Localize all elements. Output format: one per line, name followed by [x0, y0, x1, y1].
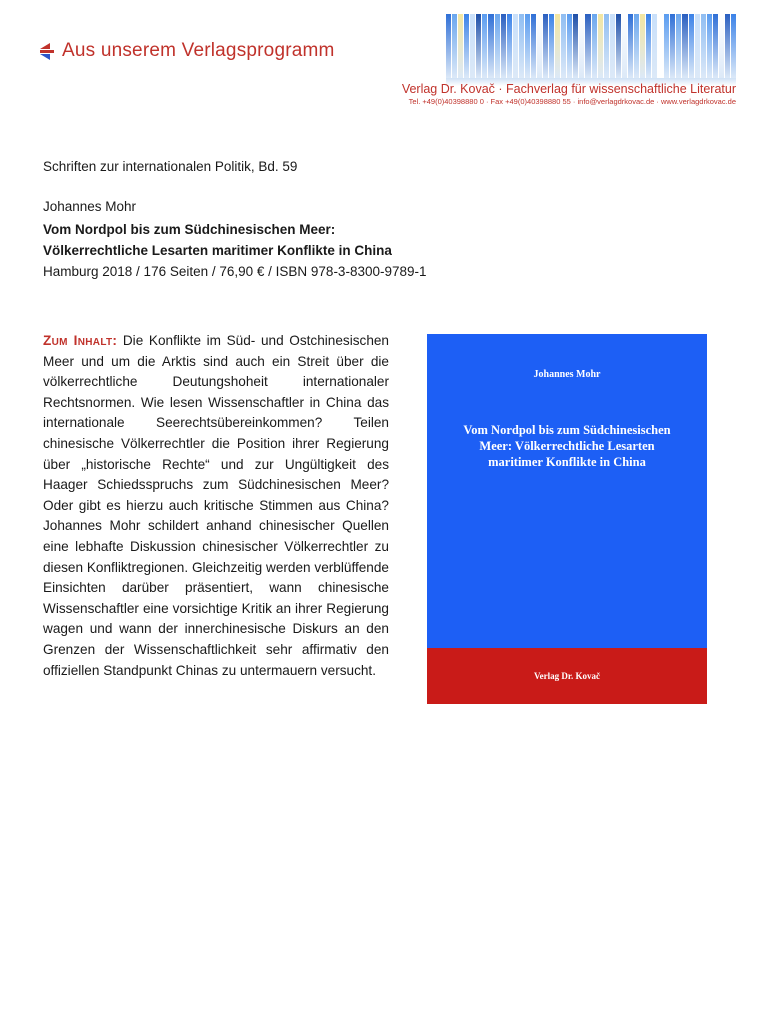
- book-spine: [731, 14, 736, 78]
- cover-publisher: Verlag Dr. Kovač: [533, 671, 601, 681]
- book-spine: [695, 14, 700, 78]
- book-spine: [446, 14, 451, 78]
- book-spine: [592, 14, 597, 78]
- program-heading: Aus unserem Verlagsprogramm: [62, 40, 335, 61]
- book-spine: [537, 14, 542, 78]
- cover-top-panel: [427, 334, 707, 648]
- book-title-line-1: Vom Nordpol bis zum Südchinesischen Meer:: [43, 222, 336, 237]
- book-spine: [658, 14, 663, 78]
- description-paragraph: [43, 331, 389, 681]
- book-spine: [501, 14, 506, 78]
- contact-line: Tel. +49(0)40398880 0 · Fax +49(0)40398880 55 · info@verlagdrkovac.de · www.verlagdrkovac.de: [408, 97, 736, 106]
- book-spine: [482, 14, 487, 78]
- book-title-line-2: Völkerrechtliche Lesarten maritimer Konflikte in China: [43, 243, 392, 258]
- publisher-block: [402, 82, 736, 106]
- cover-bottom-panel: [427, 648, 707, 704]
- book-spine: [549, 14, 554, 78]
- book-spine: [507, 14, 512, 78]
- book-spine: [452, 14, 457, 78]
- book-spine: [579, 14, 584, 78]
- book-spine: [604, 14, 609, 78]
- book-spine: [555, 14, 560, 78]
- description-lead: Zum Inhalt:: [43, 333, 118, 348]
- book-metadata: [43, 156, 733, 282]
- book-spine: [573, 14, 578, 78]
- book-spine: [561, 14, 566, 78]
- book-spine: [646, 14, 651, 78]
- book-spine: [652, 14, 657, 78]
- book-spine: [670, 14, 675, 78]
- cover-author: Johannes Mohr: [533, 369, 601, 380]
- book-spine: [525, 14, 530, 78]
- book-spine: [676, 14, 681, 78]
- book-spine: [585, 14, 590, 78]
- book-spine: [495, 14, 500, 78]
- book-cover: [427, 334, 707, 704]
- bookshelf-spines-image: [446, 14, 736, 78]
- book-spine: [470, 14, 475, 78]
- book-spine: [701, 14, 706, 78]
- red-blue-chevron-logo-icon: [36, 40, 56, 62]
- book-spine: [531, 14, 536, 78]
- book-spine: [476, 14, 481, 78]
- book-details: Hamburg 2018 / 176 Seiten / 76,90 € / ISBN 978-3-8300-9789-1: [43, 264, 427, 279]
- book-spine: [567, 14, 572, 78]
- book-spine: [488, 14, 493, 78]
- book-spine: [616, 14, 621, 78]
- book-spine: [664, 14, 669, 78]
- book-spine: [598, 14, 603, 78]
- book-spine: [519, 14, 524, 78]
- book-spine: [622, 14, 627, 78]
- book-spine: [610, 14, 615, 78]
- book-author: Johannes Mohr: [43, 199, 137, 214]
- header-title: [36, 40, 335, 62]
- book-spine: [464, 14, 469, 78]
- series-name: Schriften zur internationalen Politik, Bd. 59: [43, 159, 298, 174]
- book-spine: [689, 14, 694, 78]
- book-spine: [513, 14, 518, 78]
- book-spine: [719, 14, 724, 78]
- description-text: Die Konflikte im Süd- und Ostchinesischen Meer und um die Arktis sind auch ein Streit über die völkerrechtliche Deutungshoheit internationaler Rechtsnormen. Wie lesen Wissenschaftler in China das internationale Seerechtsübereinkommen? Teilen chinesische Völkerrechtler die Position ihrer Regierung über „historische Rechte“ und zur Ungültigkeit des Haager Schiedsspruchs zum Südchinesischen Meer? Oder gibt es hierzu auch kritische Stimmen aus China? Johannes Mohr schildert anhand chinesischer Quellen eine lebhafte Diskussion chinesischer Völkerrechtler zu diesen Konfliktregionen. Gleichzeitig werden verblüffende Einsichten darüber präsentiert, wann chinesische Wissenschaftler eine vorsichtige Kritik an ihrer Regierung wagen und wann der innerchinesische Diskurs an den Grenzen der Wissenschaftlichkeit sehr affirmativ den offiziellen Standpunkt Chinas zu untermauern versucht.: [43, 333, 389, 678]
- publisher-line: Verlag Dr. Kovač · Fachverlag für wissenschaftliche Literatur: [401, 82, 736, 96]
- book-spine: [682, 14, 687, 78]
- book-spine: [640, 14, 645, 78]
- book-spine: [707, 14, 712, 78]
- cover-title: Vom Nordpol bis zum Südchinesischen Meer: Völkerrechtliche Lesarten maritimer Konflikte in China: [463, 423, 671, 469]
- book-spine: [634, 14, 639, 78]
- book-spine: [458, 14, 463, 78]
- book-spine: [628, 14, 633, 78]
- book-spine: [713, 14, 718, 78]
- book-spine: [543, 14, 548, 78]
- book-spine: [725, 14, 730, 78]
